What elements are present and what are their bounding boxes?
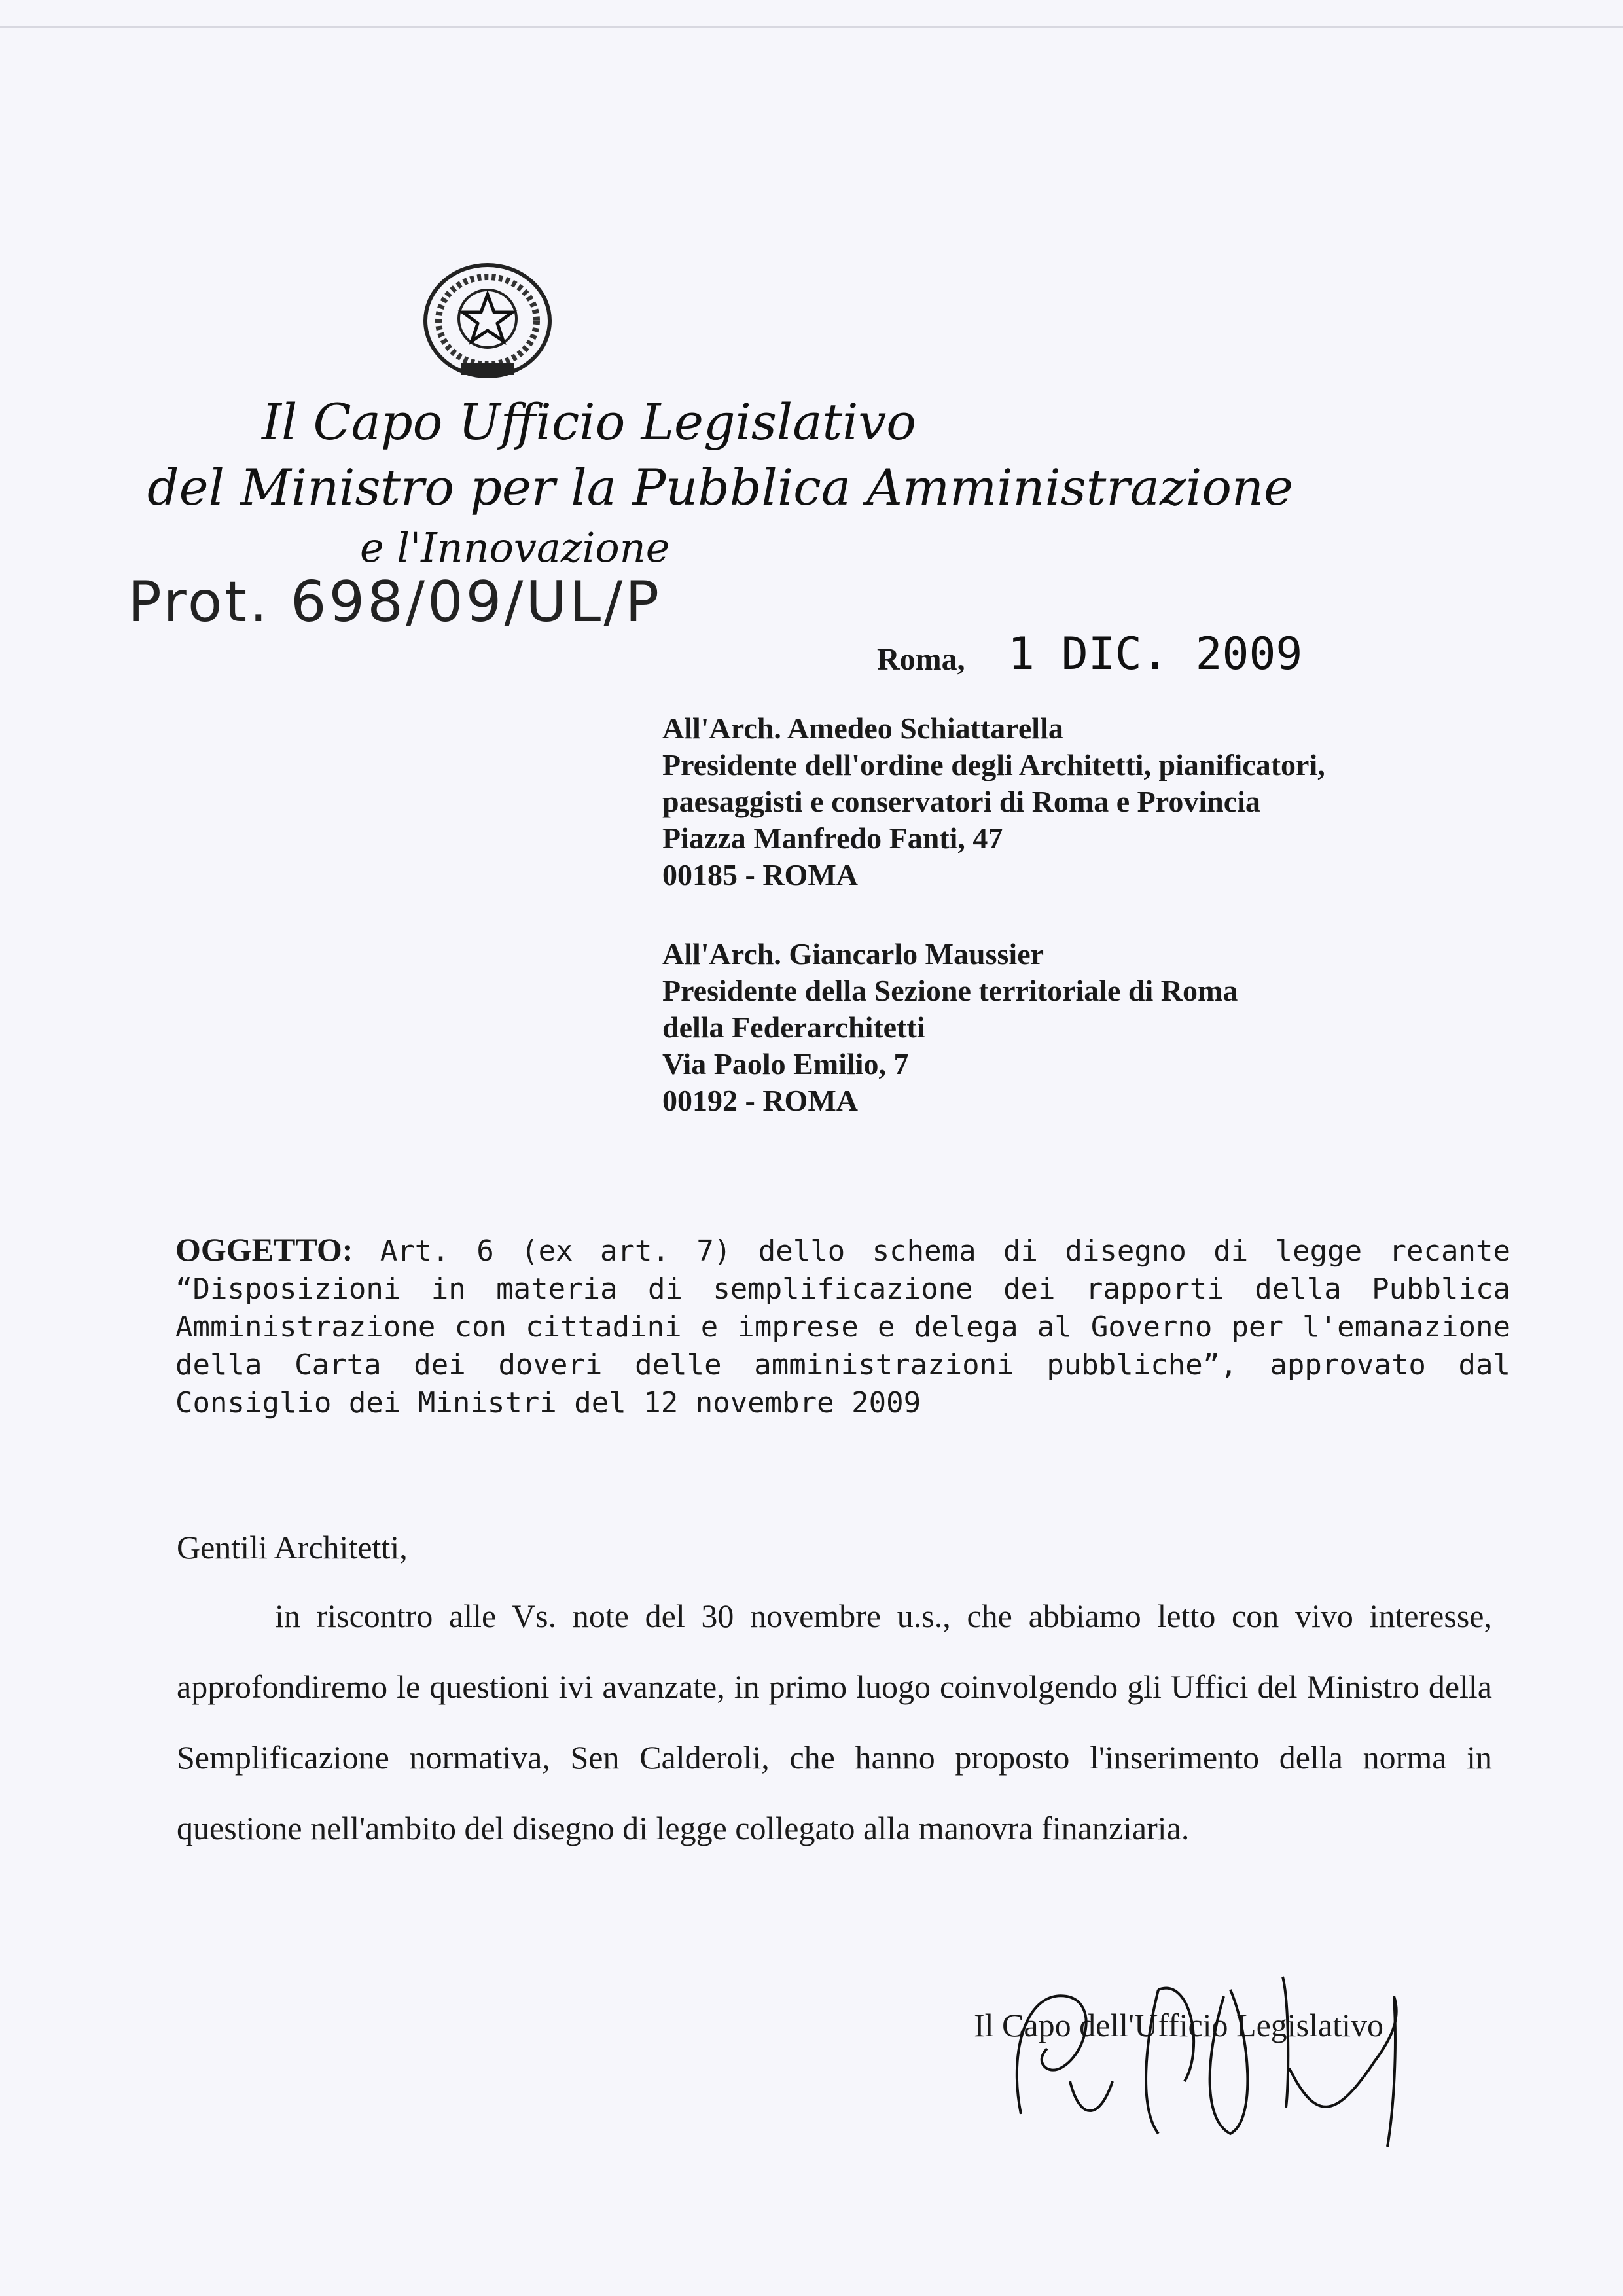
protocol-number: Prot. 698/09/UL/P bbox=[128, 569, 662, 635]
recipient-street: Via Paolo Emilio, 7 bbox=[662, 1047, 909, 1081]
subject-paragraph bbox=[175, 1230, 1510, 1422]
subject-label: OGGETTO: bbox=[175, 1231, 353, 1268]
letterhead-line-1: Il Capo Ufficio Legislativo bbox=[262, 393, 917, 451]
recipient-2 bbox=[662, 936, 1238, 1119]
recipient-street: Piazza Manfredo Fanti, 47 bbox=[662, 821, 1003, 855]
greeting: Gentili Architetti, bbox=[177, 1529, 408, 1566]
signature-title: Il Capo dell'Ufficio Legislativo bbox=[974, 2007, 1384, 2043]
recipient-role-2: della Federarchitetti bbox=[662, 1011, 925, 1044]
recipient-role: Presidente dell'ordine degli Architetti, pianificatori, bbox=[662, 748, 1325, 781]
letterhead-line-2: del Ministro per la Pubblica Amministrazione bbox=[147, 458, 1293, 516]
recipient-city: 00192 - ROMA bbox=[662, 1084, 858, 1117]
republic-emblem-icon bbox=[419, 259, 556, 383]
subject-text: Art. 6 (ex art. 7) dello schema di disegno di legge recante “Disposizioni in materia di semplificazione dei rapporti della Pubblica Amministrazione con cittadini e imprese e delega al Governo per l'emanazione della Carta dei doveri delle amministrazioni pubbliche”, approvato dal Consiglio dei Ministri del 12 novembre 2009 bbox=[175, 1234, 1510, 1420]
recipient-city: 00185 - ROMA bbox=[662, 858, 858, 891]
date-stamp: 1 DIC. 2009 bbox=[1008, 628, 1303, 680]
recipient-1 bbox=[662, 710, 1325, 893]
place: Roma, bbox=[877, 642, 965, 677]
body-paragraph: in riscontro alle Vs. note del 30 novembre u.s., che abbiamo letto con vivo interesse, approfondiremo le questioni ivi avanzate, in primo luogo coinvolgendo gli Uffici del Ministro della Semplificazione normativa, Sen Calderoli, che hanno proposto l'inserimento della norma in questione nell'ambito del disegno di legge collegato alla manovra finanziaria. bbox=[177, 1598, 1492, 1846]
scan-edge bbox=[0, 26, 1623, 28]
letterhead-line-3: e l'Innovazione bbox=[360, 524, 670, 571]
handwritten-signature bbox=[1008, 1950, 1414, 2160]
recipient-name: All'Arch. Giancarlo Maussier bbox=[662, 937, 1044, 971]
recipient-role: Presidente della Sezione territoriale di Roma bbox=[662, 974, 1238, 1007]
recipient-name: All'Arch. Amedeo Schiattarella bbox=[662, 711, 1063, 745]
recipient-role-2: paesaggisti e conservatori di Roma e Provincia bbox=[662, 785, 1260, 818]
